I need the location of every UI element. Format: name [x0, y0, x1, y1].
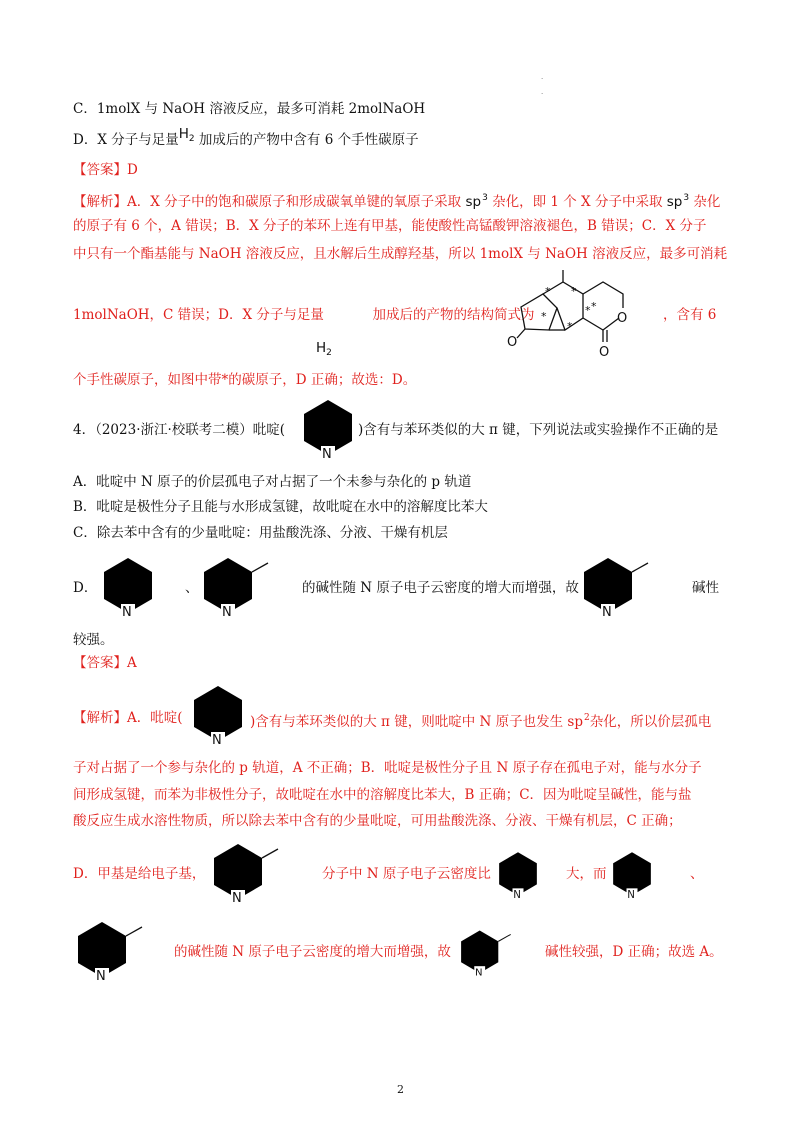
option-c-q3: C．1molX 与 NaOH 溶液反应，最多可消耗 2molNaOH	[73, 101, 426, 117]
3-methylpyridine-structure-figure	[458, 928, 520, 978]
q4-option-d-c: 的碱性随 N 原子电子云密度的增大而增强，故	[302, 580, 579, 596]
svg-text:N: N	[322, 447, 332, 462]
h2-label: $H_2$	[316, 340, 332, 358]
explanation-q3-line5: 个手性碳原子，如图中带*的碳原子，D 正确；故选：D。	[73, 372, 417, 388]
svg-text:N: N	[232, 891, 242, 906]
svg-text:*: *	[585, 304, 591, 317]
svg-text:N: N	[602, 605, 612, 620]
q4-option-a: A．吡啶中 N 原子的价层孤电子对占据了一个未参与杂化的 p 轨道	[73, 474, 472, 490]
pyridine-structure-figure	[496, 850, 540, 900]
option-d-q3: D．X 分子与足量$H_2$ 加成后的产物中含有 6 个手性碳原子	[73, 126, 419, 148]
explanation-q3-line4: 1molNaOH，C 错误；D．X 分子与足量 加成后的产物的结构简式为	[73, 307, 535, 323]
explanation-q4-line5d: 、	[690, 866, 704, 882]
svg-text:N: N	[96, 969, 106, 984]
explanation-q3-line3: 中只有一个酯基能与 NaOH 溶液反应，且水解后生成醇羟基，所以 1molX 与 NaOH 溶液反应，最多可消耗	[73, 246, 728, 262]
svg-text:N: N	[627, 889, 635, 901]
top-dot: .	[541, 73, 544, 81]
explanation-q4-line1a: 【解析】A．吡啶(	[73, 710, 183, 726]
explanation-q4-line5b: 分子中 N 原子电子云密度比	[322, 866, 491, 882]
svg-text:*: *	[545, 285, 551, 298]
top-dot: .	[541, 88, 544, 96]
explanation-q4-line4: 酸反应生成水溶性物质，所以除去苯中含有的少量吡啶，可用盐酸洗涤、分液、干燥有机层，C 正确；	[73, 813, 682, 829]
svg-text:O: O	[617, 311, 628, 326]
q4-option-d-b: 、	[185, 580, 199, 596]
question-4-stem-b: )含有与苯环类似的大 π 键，下列说法或实验操作不正确的是	[358, 422, 719, 438]
pyridine-structure-figure	[190, 684, 246, 746]
q4-option-d-a: D．	[73, 580, 98, 596]
q4-option-d-e: 较强。	[73, 632, 114, 648]
pyridine-structure-figure	[300, 398, 356, 460]
svg-text:*: *	[591, 300, 597, 313]
svg-text:O: O	[507, 335, 518, 350]
svg-text:O: O	[599, 345, 610, 360]
3-methylpyridine-structure-figure	[200, 556, 280, 618]
3-methylpyridine-structure-figure	[580, 556, 660, 618]
3-methylpyridine-structure-figure	[210, 842, 290, 904]
explanation-q4-line6b: 碱性较强，D 正确；故选 A。	[545, 944, 723, 960]
svg-text:*: *	[571, 285, 577, 298]
q4-option-c: C．除去苯中含有的少量吡啶：用盐酸洗涤、分液、干燥有机层	[73, 525, 448, 541]
page-number: 2	[397, 1083, 404, 1096]
explanation-q3-line4-end: ，含有 6	[663, 307, 717, 323]
product-structure-figure	[505, 272, 655, 360]
svg-text:N: N	[475, 967, 483, 979]
explanation-q4-line6a: 的碱性随 N 原子电子云密度的增大而增强，故	[174, 944, 451, 960]
svg-text:N: N	[212, 733, 222, 748]
question-4-stem-a: 4．（2023·浙江·校联考二模）吡啶(	[73, 422, 286, 438]
3-methylpyridine-structure-figure	[74, 920, 154, 982]
svg-text:N: N	[222, 605, 232, 620]
svg-text:N: N	[513, 889, 521, 901]
pyridine-structure-figure	[100, 556, 156, 618]
explanation-q4-line2: 子对占据了一个参与杂化的 p 轨道，A 不正确；B．吡啶是极性分子且 N 原子存在孤电子对，能与水分子	[73, 760, 702, 776]
explanation-q4-line3: 间形成氢键，而苯为非极性分子，故吡啶在水中的溶解度比苯大，B 正确；C．因为吡啶呈碱性，能与盐	[73, 787, 692, 803]
answer-q3: 【答案】D	[73, 162, 138, 178]
svg-text:*: *	[567, 320, 573, 333]
svg-text:*: *	[541, 310, 547, 323]
explanation-q4-line5a: D．甲基是给电子基，	[73, 866, 206, 882]
answer-q4: 【答案】A	[73, 655, 137, 671]
q4-option-b: B．吡啶是极性分子且能与水形成氢键，故吡啶在水中的溶解度比苯大	[73, 499, 488, 515]
explanation-q3-line2: 的原子有 6 个，A 错误；B．X 分子的苯环上连有甲基，能使酸性高锰酸钾溶液褪色，B 错误；C．X 分子	[73, 218, 707, 234]
explanation-q4-line1b: )含有与苯环类似的大 π 键，则吡啶中 N 原子也发生 $sp^2$杂化，所以价层孤电	[250, 713, 712, 730]
pyridine-structure-figure	[610, 850, 654, 900]
svg-text:N: N	[122, 605, 132, 620]
explanation-q3-line1: 【解析】A．X 分子中的饱和碳原子和形成碳氧单键的氧原子采取 $sp^3$ 杂化，即 1 个 X 分子中采取 $sp^3$ 杂化	[73, 193, 721, 210]
q4-option-d-d: 碱性	[692, 580, 719, 596]
explanation-q4-line5c: 大，而	[566, 866, 607, 882]
